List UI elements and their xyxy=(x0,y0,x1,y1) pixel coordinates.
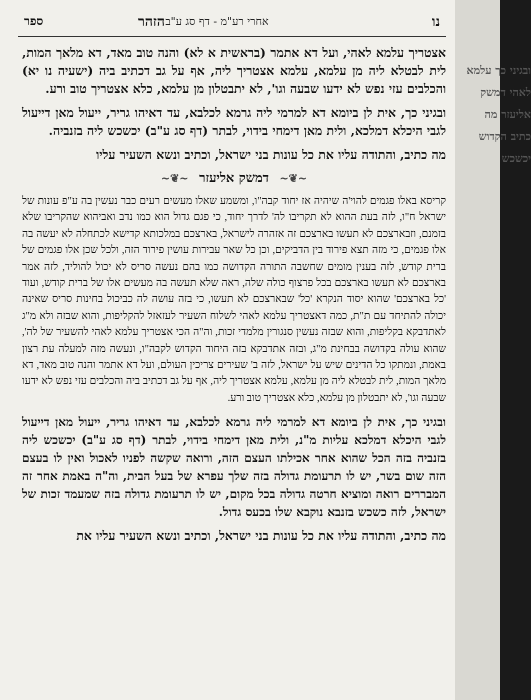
running-title: אחרי רע"מ - דף סג ע"ב xyxy=(165,15,269,28)
commentary-paragraph-2: ובגיני כך, אית לן ביומא דא למרמי ליה גרמא לכלבא, עד דאיהו גריר, ייעול מאן דייעול לגבי היכלא דמלכא עליות מ"נ, ולית מאן דימחי בידוי, לבתר (דף סג ע"ב) יכשכש ליה בזנביה בזה הכל שהוא אחר אכילתו העצם הזה, ורואה שקשה לפניו לאכול ואין לו בעצם הזה שום בשר, יש לו תרעומת גדולה בזה שלך עפרא של בעל הבית, וה"ה באמת אחר זה המבררים רואה ומוציא חרטה גדולה בכל מקום, יש לו תרעומת גדולה בזה שמעמד זכות של ישראל, לזה כשכש בזנבא נוקבא שלו בכעס גדול. xyxy=(22,415,446,520)
book-title: הזהר xyxy=(138,14,165,30)
ornament-icon: ~❦~ xyxy=(160,172,189,185)
facing-page-text: ובגיני כך עלמא לאהי דמשק אליעזר מה כתיב הקדוש יכשכש xyxy=(466,64,531,165)
book-label: ספר xyxy=(24,14,44,28)
page-number: נו xyxy=(431,14,440,30)
zohar-paragraph-3: מה כתיב, והתודה עליו את כל עונות בני ישראל, וכתיב ונשא השעיר עליו xyxy=(96,147,446,162)
page-header xyxy=(18,14,446,37)
zohar-paragraph-2: ובגיני כך, אית לן ביומא דא למרמי ליה גרמא לכלבא, עד דאיהו גריר, ייעול מאן דייעול לגבי היכלא דמלכא, ולית מאן דימחי בידוי, לבתר (דף סג ע"ב) יכשכש ליה בזנביה. xyxy=(22,105,446,138)
section-title: דמשק אליעזר xyxy=(199,171,269,186)
commentary-paragraph-1: קריסא באלו פגמים להוי'ה שיהיה אז יחוד קבה"ו, ומשמע שאלו מעשים רעים כבר נעשין בה ע"פ עונות של ישראל ח"ו, לזה בעת ההוא לא תקריבו לה' לדרך יחוד, כי פגם גדול הוא כמו נדב ואביהוא שהקריבו שלא בזמנם, וזבארצכם לא תעשו בארצכם זה אזהרה לישראל, בארצכם במלכותא קדישא לכתחלה לא יעשה בה אלו פגמים, כי מזה תצא פירוד בין הדביקים, וכן כל שאר עבירות עושין פירוד הזה, ולכל שכן אלו פגמים של ברית קודש, לזה בענין מומים שחשבה התורה הקדושה כמו בהם נעשה סריס לא יכול להוליד, לזה אמר בארצכם לא תעשו בארצכם בכל פרצוף כולה שלה, ראה שלא תעשה בה מעשים אלו של ברית קודש, ועוד 'כל בארצכם' שהוא יסוד הנקרא 'כל' שבארצכם לא תעשו, כי בזה עושה לה כביכול בחינות סריס שאינה יכולה להתיחד עם ת"ת, כמה דאצטריך עלמא לאהי לשלוח השעיר לעזאזל להקליפות, והוא שבזה ולא מ"ג לאתדבקא בקליפות, והוא שבזה נעשין סנגורין מלמדי זכות, וה"ה הכי אצטריך עלמא לאהי להשעיר של לה', שהוא עולה בקדושה בבחינת מ"ג, ובזה אתדבקא בזה היחוד הקדוש לקבה"ו, ונעשה מזה למעלה עת רצון באמת, ונמתקו כל הדינים שיש על ישראל, לזה ב' שעירים צריכין העולם, ועל דא אתמר והנה טוב מאד, דא מלאך המות, לית לבטלא ליה מן עלמא, עלמא אצטריך ליה, אף על גב דכתיב ביה והכלבים עזי נפש לא ידעו שבעה וגו', לא יתבטלון מן עלמא, כלא אצטריך טוב ורע. xyxy=(22,196,446,404)
facing-page-edge xyxy=(455,0,531,700)
ornament-icon: ~❦~ xyxy=(279,172,308,185)
zohar-paragraph-1: אצטריך עלמא לאהי, ועל דא אתמר (בראשית א לא) והנה טוב מאד, דא מלאך המות, לית לבטלא ליה מן עלמא, עלמא אצטריך ליה, אף על גב דכתיב ביה (ישעיה נו יא) והכלבים עזי נפש לא ידעו שבעה וגו', לא יתבטלון מן עלמא, כלא אצטריך טוב ורע. xyxy=(22,45,446,96)
section-heading xyxy=(22,170,446,186)
main-text xyxy=(22,44,446,551)
commentary-paragraph-3: מה כתיב, והתודה עליו את כל עונות בני ישראל, וכתיב ונשא השעיר עליו את xyxy=(76,528,446,544)
